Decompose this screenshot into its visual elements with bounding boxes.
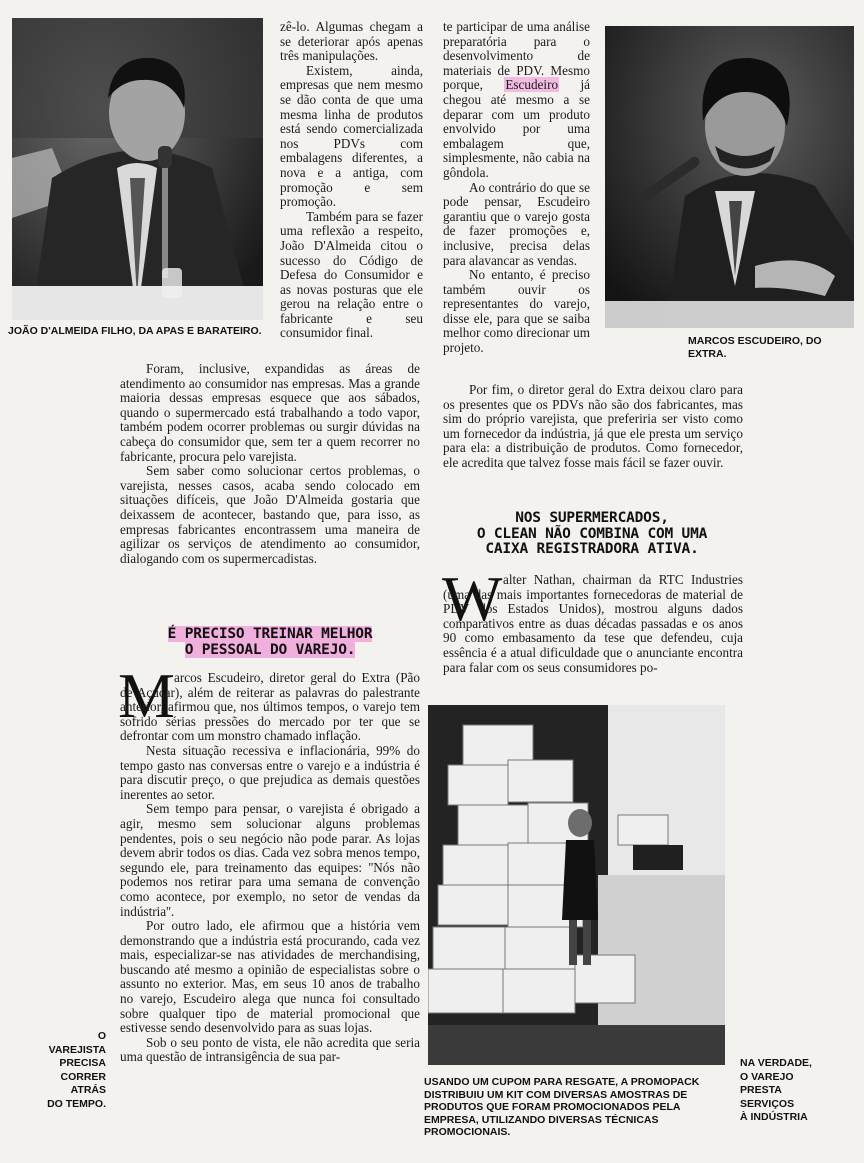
paragraph: Sem tempo para pensar, o varejista é obrigado a agir, mesmo sem solucionar alguns problemas pendentes, pois o seu negócio não pode parar. As lojas devem abrir todos os dias. Cada vez sobra menos tempo, segundo ele, para treinamento das equipes: ''Nós não podemos nos retirar para uma semana de convenção como acontece, por exemplo, no setor de vendas da indústria''. bbox=[120, 801, 420, 919]
column-walter-nathan bbox=[443, 573, 743, 675]
column-left-wide bbox=[120, 362, 420, 566]
pullquote-line: SERVIÇOS bbox=[740, 1097, 795, 1110]
caption-marcos-escudeiro: MARCOS ESCUDEIRO, DO EXTRA. bbox=[688, 335, 822, 360]
paragraph: Foram, inclusive, expandidas as áreas de atendimento ao consumidor nas empresas. Mas a grande maioria dessas empresas esquece que aos sábados, quando o supermercado está trabalhando a todo vapor, também podem ocorrer problemas ou surgir dúvidas na cabeça do consumidor que, sem ter a quem recorrer no fabricante, procura pelo varejista. bbox=[120, 361, 420, 464]
paragraph: Por fim, o diretor geral do Extra deixou claro para os presentes que os PDVs não são dos fabricantes, mas sim do próprio varejista, que preferiria ser visto como um fornecedor da indústria, já que ele presta um serviço para ela: a distribuição de produtos. Como fornecedor, ele acredita que talvez fosse mais fácil se fazer ouvir. bbox=[443, 382, 743, 470]
heading-line: O CLEAN NÃO COMBINA COM UMA bbox=[476, 525, 708, 542]
paragraph: Sob o seu ponto de vista, ele não acredita que seria uma questão de intransigência de sua par- bbox=[120, 1034, 420, 1065]
caption-promopack: USANDO UM CUPOM PARA RESGATE, A PROMOPACK DISTRIBUIU UM KIT COM DIVERSAS AMOSTRAS DE PRODUTOS QUE FORAM PROMOCIONADOS PELA EMPRESA, UTILIZANDO DIVERSAS TÉCNICAS PROMOCIONAIS. bbox=[424, 1076, 700, 1138]
photo-joao-dalmeida-image bbox=[12, 18, 263, 320]
text-run: te participar de uma análise preparatória para o desenvolvimento de materiais de PDV. Mesmo porque, bbox=[443, 19, 590, 93]
heading-line bbox=[120, 627, 420, 643]
pullquote-line: DO TEMPO. bbox=[47, 1097, 106, 1110]
column-marcos-escudeiro bbox=[120, 671, 420, 1065]
column-right-top bbox=[443, 20, 590, 356]
paragraph: arcos Escudeiro, diretor geral do Extra (Pão de Açúcar), além de reiterar as palavras do palestrante anterior, afirmou que, nos últimos tempos, o varejo tem sofrido sérias pressões do mercado por ter que se defrontar com um monstro chamado inflação. bbox=[120, 670, 420, 744]
heading-line bbox=[120, 643, 420, 659]
dropcap-m: M bbox=[118, 660, 175, 731]
pullquote-line: À INDÚSTRIA bbox=[740, 1111, 808, 1123]
paragraph: Por outro lado, ele afirmou que a história vem demonstrando que a indústria está procurando, cada vez mais, especializar-se nas atividades de merchandising, buscando até mesmo a opinião de especialistas sobre o assunto no exterior. Mas, em seus 10 anos de trabalho no varejo, Escudeiro alega que nunca foi consultado sobre qualquer tipo de material promocional que estivesse sendo desenvolvido para as suas lojas. bbox=[120, 918, 420, 1036]
photo-marcos-escudeiro bbox=[605, 26, 854, 328]
highlighted-word: Escudeiro bbox=[505, 77, 559, 93]
heading-treinar-pessoal bbox=[120, 627, 420, 658]
heading-line: CAIXA REGISTRADORA ATIVA. bbox=[485, 541, 699, 557]
paragraph: Existem, ainda, empresas que nem mesmo se dão conta de que uma mesma linha de produtos está sendo comercializada nos PDVs com embalagens diferentes, a nova e a antiga, com promoção e sem promoção. bbox=[280, 62, 423, 210]
text-run: já chegou até mesmo a se deparar com um produto envolvido por uma embalagem que, simplesmente, não cabia na gôndola. bbox=[443, 77, 590, 180]
paragraph: Sem saber como solucionar certos problemas, o varejista, nesses casos, acaba sendo colocado em situações difíceis, que João D'Almeida gostaria que deixassem de acontecer, bastando que, para isso, as empresas fabricantes encontrassem uma maneira de agilizar os serviços de atendimento ao consumidor, dialogando com os supermercadistas. bbox=[120, 463, 420, 566]
pullquote-line: O bbox=[97, 1030, 106, 1042]
column-middle-top bbox=[280, 20, 423, 341]
pullquote-line: ATRÁS bbox=[70, 1084, 106, 1096]
photo-promopack-kit-image bbox=[428, 705, 725, 1065]
paragraph: alter Nathan, chairman da RTC Industries (uma das mais importantes fornecedoras de material de PDV dos Estados Unidos), mostrou alguns dados comparativos entre as duas décadas passadas e os anos 90 como embasamento da tese que defendeu, cuja essência é a atual dificuldade que o anunciante encontra para falar com os seus consumidores po- bbox=[443, 572, 743, 675]
pullquote-line: CORRER bbox=[60, 1070, 106, 1083]
heading-line-text: É PRECISO TREINAR MELHOR bbox=[167, 626, 373, 642]
pullquote-line: VAREJISTA bbox=[48, 1043, 106, 1056]
heading-line: NOS SUPERMERCADOS, bbox=[515, 510, 669, 526]
paragraph: Nesta situação recessiva e inflacionária, 99% do tempo gasto nas conversas entre o varejo e a indústria é para discutir preço, o que prejudica as demais questões inerentes ao setor. bbox=[120, 742, 420, 802]
heading-clean-caixa bbox=[440, 511, 744, 558]
photo-promopack-kit bbox=[428, 705, 725, 1065]
pullquote-line: O VAREJO bbox=[740, 1070, 794, 1083]
photo-marcos-escudeiro-image bbox=[605, 26, 854, 328]
pullquote-left bbox=[40, 1030, 106, 1111]
pullquote-line: NA VERDADE, bbox=[740, 1057, 812, 1069]
paragraph: No entanto, é preciso também ouvir os representantes do varejo, disse ele, para que se saiba melhor como direcionar um projeto. bbox=[443, 267, 590, 356]
caption-joao-dalmeida: JOÃO D'ALMEIDA FILHO, DA APAS E BARATEIRO. bbox=[8, 325, 262, 337]
dropcap-w: W bbox=[442, 563, 503, 634]
pullquote-line: PRECISA bbox=[59, 1057, 106, 1069]
paragraph: Também para se fazer uma reflexão a respeito, João D'Almeida citou o sucesso do Código de Defesa do Consumidor e as novas posturas que ele gerou na relação entre o fabricante e seu consumidor final. bbox=[280, 208, 423, 341]
paragraph: zê-lo. Algumas chegam a se deteriorar após apenas três manipulações. bbox=[280, 19, 423, 64]
pullquote-right bbox=[740, 1057, 840, 1125]
column-right-wide bbox=[443, 383, 743, 471]
paragraph: Ao contrário do que se pode pensar, Escudeiro garantiu que o varejo gosta de fazer promoções e, inclusive, precisa delas para alavancar as vendas. bbox=[443, 179, 590, 268]
pullquote-line: PRESTA bbox=[740, 1084, 782, 1096]
photo-joao-dalmeida bbox=[12, 18, 263, 320]
heading-line-text: O PESSOAL DO VAREJO. bbox=[184, 641, 356, 658]
paragraph bbox=[443, 20, 590, 181]
